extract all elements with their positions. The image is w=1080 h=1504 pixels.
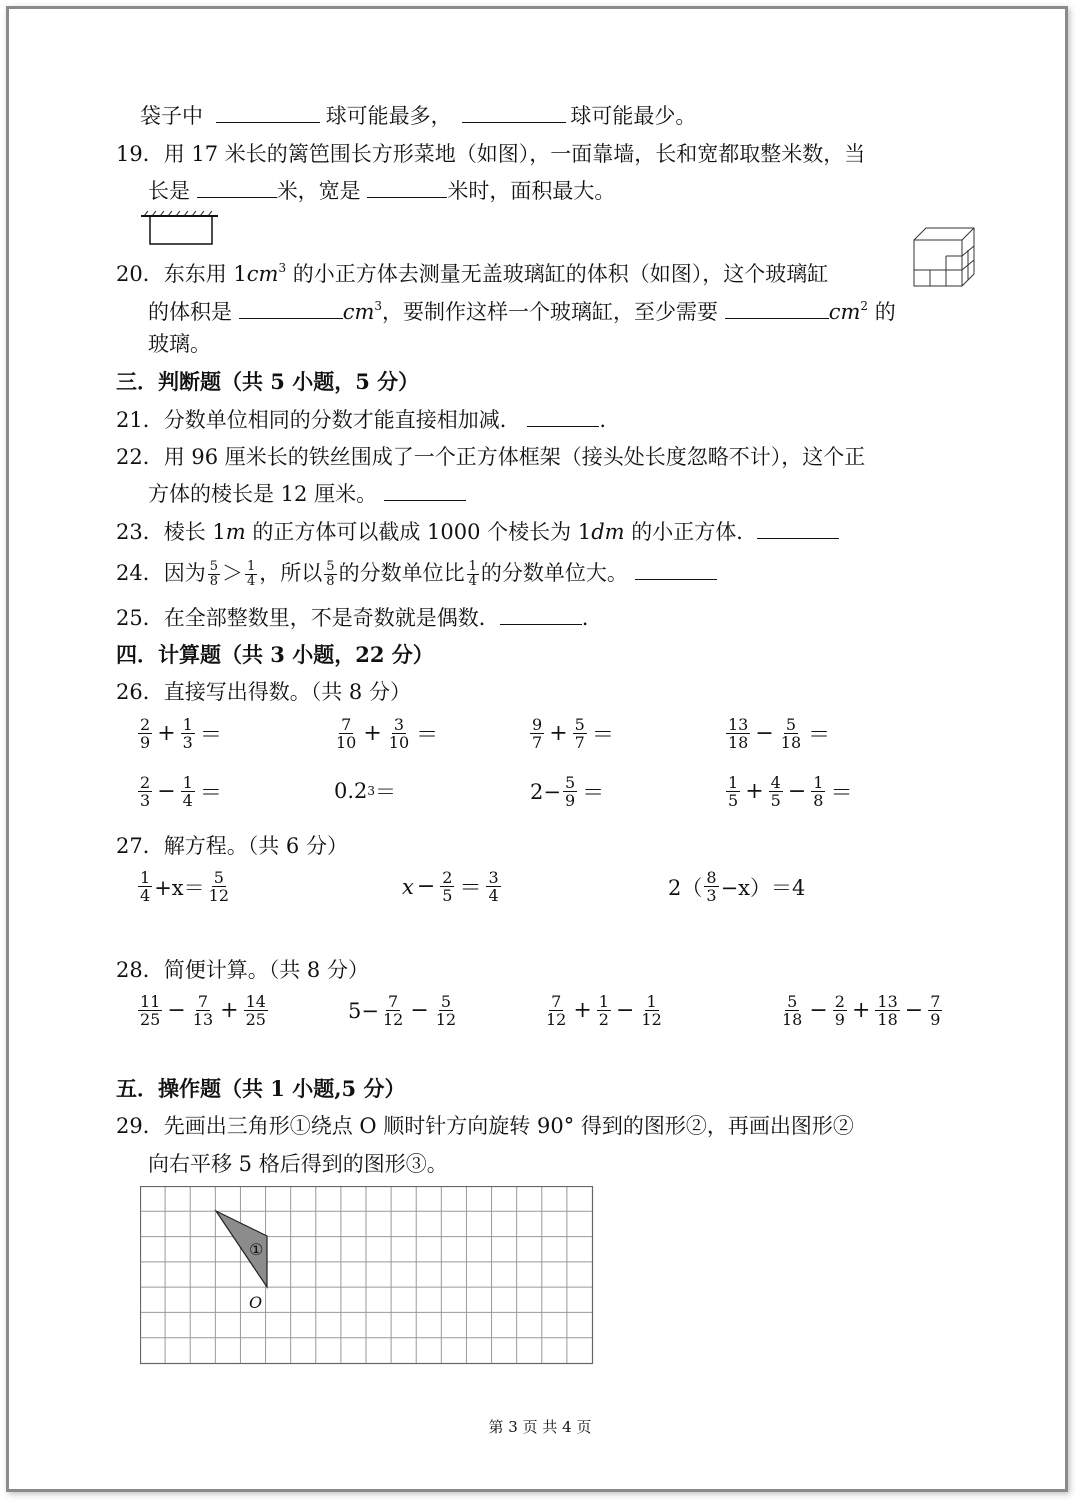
q26-r1-c3: $\frac{9}{7}$ + $\frac{5}{7}$ ＝	[532, 715, 614, 752]
q27-eq2: x − $\frac{2}{5}$ ＝ $\frac{3}{4}$	[402, 868, 499, 905]
section-4-title: 四．计算题（共 3 小题，22 分）	[116, 642, 434, 667]
page-footer: 第 3 页 共 4 页	[488, 1418, 592, 1436]
q26-r2-c2: 0.2 3 ＝	[334, 779, 397, 804]
point-o-label: O	[249, 1293, 263, 1312]
q26-r1-c1: $\frac{2}{9}$ + $\frac{1}{3}$ ＝	[140, 715, 222, 752]
q27-eq1: $\frac{1}{4}$ +x＝ $\frac{5}{12}$	[140, 868, 229, 905]
q29-line1: 29．先画出三角形①绕点 O 顺时针方向旋转 90° 得到的图形②，再画出图形②	[116, 1114, 854, 1138]
q28-title: 28．简便计算。（共 8 分）	[116, 958, 369, 982]
q19-line2: 长是 米，宽是 米时，面积最大。	[148, 179, 616, 203]
q26-title: 26．直接写出得数。（共 8 分）	[116, 680, 411, 704]
shape-1-label: ①	[249, 1240, 264, 1259]
section-5-title: 五．操作题（共 1 小题,5 分）	[116, 1076, 406, 1101]
q28-c1: $\frac{11}{25}$ − $\frac{7}{13}$ + $\frac{14}{25}$	[140, 992, 266, 1029]
q20-line1: 20．东东用 $1cm^3$ 的小正方体去测量无盖玻璃缸的体积（如图），这个玻璃缸	[116, 261, 829, 286]
q26-r1-c4: $\frac{13}{18}$ − $\frac{5}{18}$ ＝	[728, 715, 831, 752]
q24: 24．因为 $\frac{5}{8}$ ＞ $\frac{1}{4}$ ，所以 $\frac{5}{8}$ 的分数单位比 $\frac{1}{4}$ 的分数单位大。	[116, 558, 717, 589]
q28-c4: $\frac{5}{18}$ − $\frac{2}{9}$ + $\frac{13}{18}$ − $\frac{7}{9}$	[782, 992, 941, 1029]
q20-line3: 玻璃。	[148, 332, 211, 356]
section-3-title: 三．判断题（共 5 小题，5 分）	[116, 369, 420, 394]
q28-c3: $\frac{7}{12}$ + $\frac{1}{2}$ − $\frac{1}{12}$	[546, 992, 662, 1029]
q25: 25．在全部整数里，不是奇数就是偶数． .	[116, 606, 589, 630]
fraction: $\frac{1}{4}$	[247, 559, 256, 589]
q28-c2: 5− $\frac{7}{12}$ − $\frac{5}{12}$	[348, 992, 457, 1029]
q18-tail: 袋子中 球可能最多， 球可能最少。	[140, 104, 697, 128]
q21: 21．分数单位相同的分数才能直接相加减． .	[116, 408, 607, 432]
q23: 23．棱长 1m 的正方体可以截成 1000 个棱长为 1dm 的小正方体．	[116, 517, 839, 547]
q27-eq3: 2（ $\frac{8}{3}$ −x）＝4	[668, 868, 806, 905]
fraction: $\frac{5}{8}$	[209, 559, 219, 589]
drawing-grid[interactable]	[140, 1186, 595, 1366]
q29-line2: 向右平移 5 格后得到的图形③。	[148, 1152, 448, 1176]
fence-diagram	[140, 210, 220, 250]
q26-r2-c4: $\frac{1}{5}$ + $\frac{4}{5}$ − $\frac{1}{8}$ ＝	[728, 773, 853, 810]
q20-line2: 的体积是 $cm^3$，要制作这样一个玻璃缸，至少需要 $cm^2$ 的	[148, 299, 896, 324]
q26-r2-c3: 2− $\frac{5}{9}$ ＝	[530, 773, 605, 810]
q27-title: 27．解方程。（共 6 分）	[116, 834, 348, 858]
q26-r1-c2: $\frac{7}{10}$ + $\frac{3}{10}$ ＝	[336, 715, 439, 752]
q26-r2-c1: $\frac{2}{3}$ − $\frac{1}{4}$ ＝	[140, 773, 222, 810]
fraction: $\frac{1}{4}$	[468, 559, 477, 589]
q22-line1: 22．用 96 厘米长的铁丝围成了一个正方体框架（接头处长度忽略不计），这个正	[116, 445, 866, 469]
glass-tank-diagram	[910, 226, 976, 290]
watermark	[30, 1358, 160, 1458]
q19-line1: 19．用 17 米长的篱笆围长方形菜地（如图），一面靠墙，长和宽都取整米数，当	[116, 142, 866, 166]
fraction: $\frac{5}{8}$	[326, 559, 335, 589]
q22-line2: 方体的棱长是 12 厘米。	[148, 479, 466, 509]
